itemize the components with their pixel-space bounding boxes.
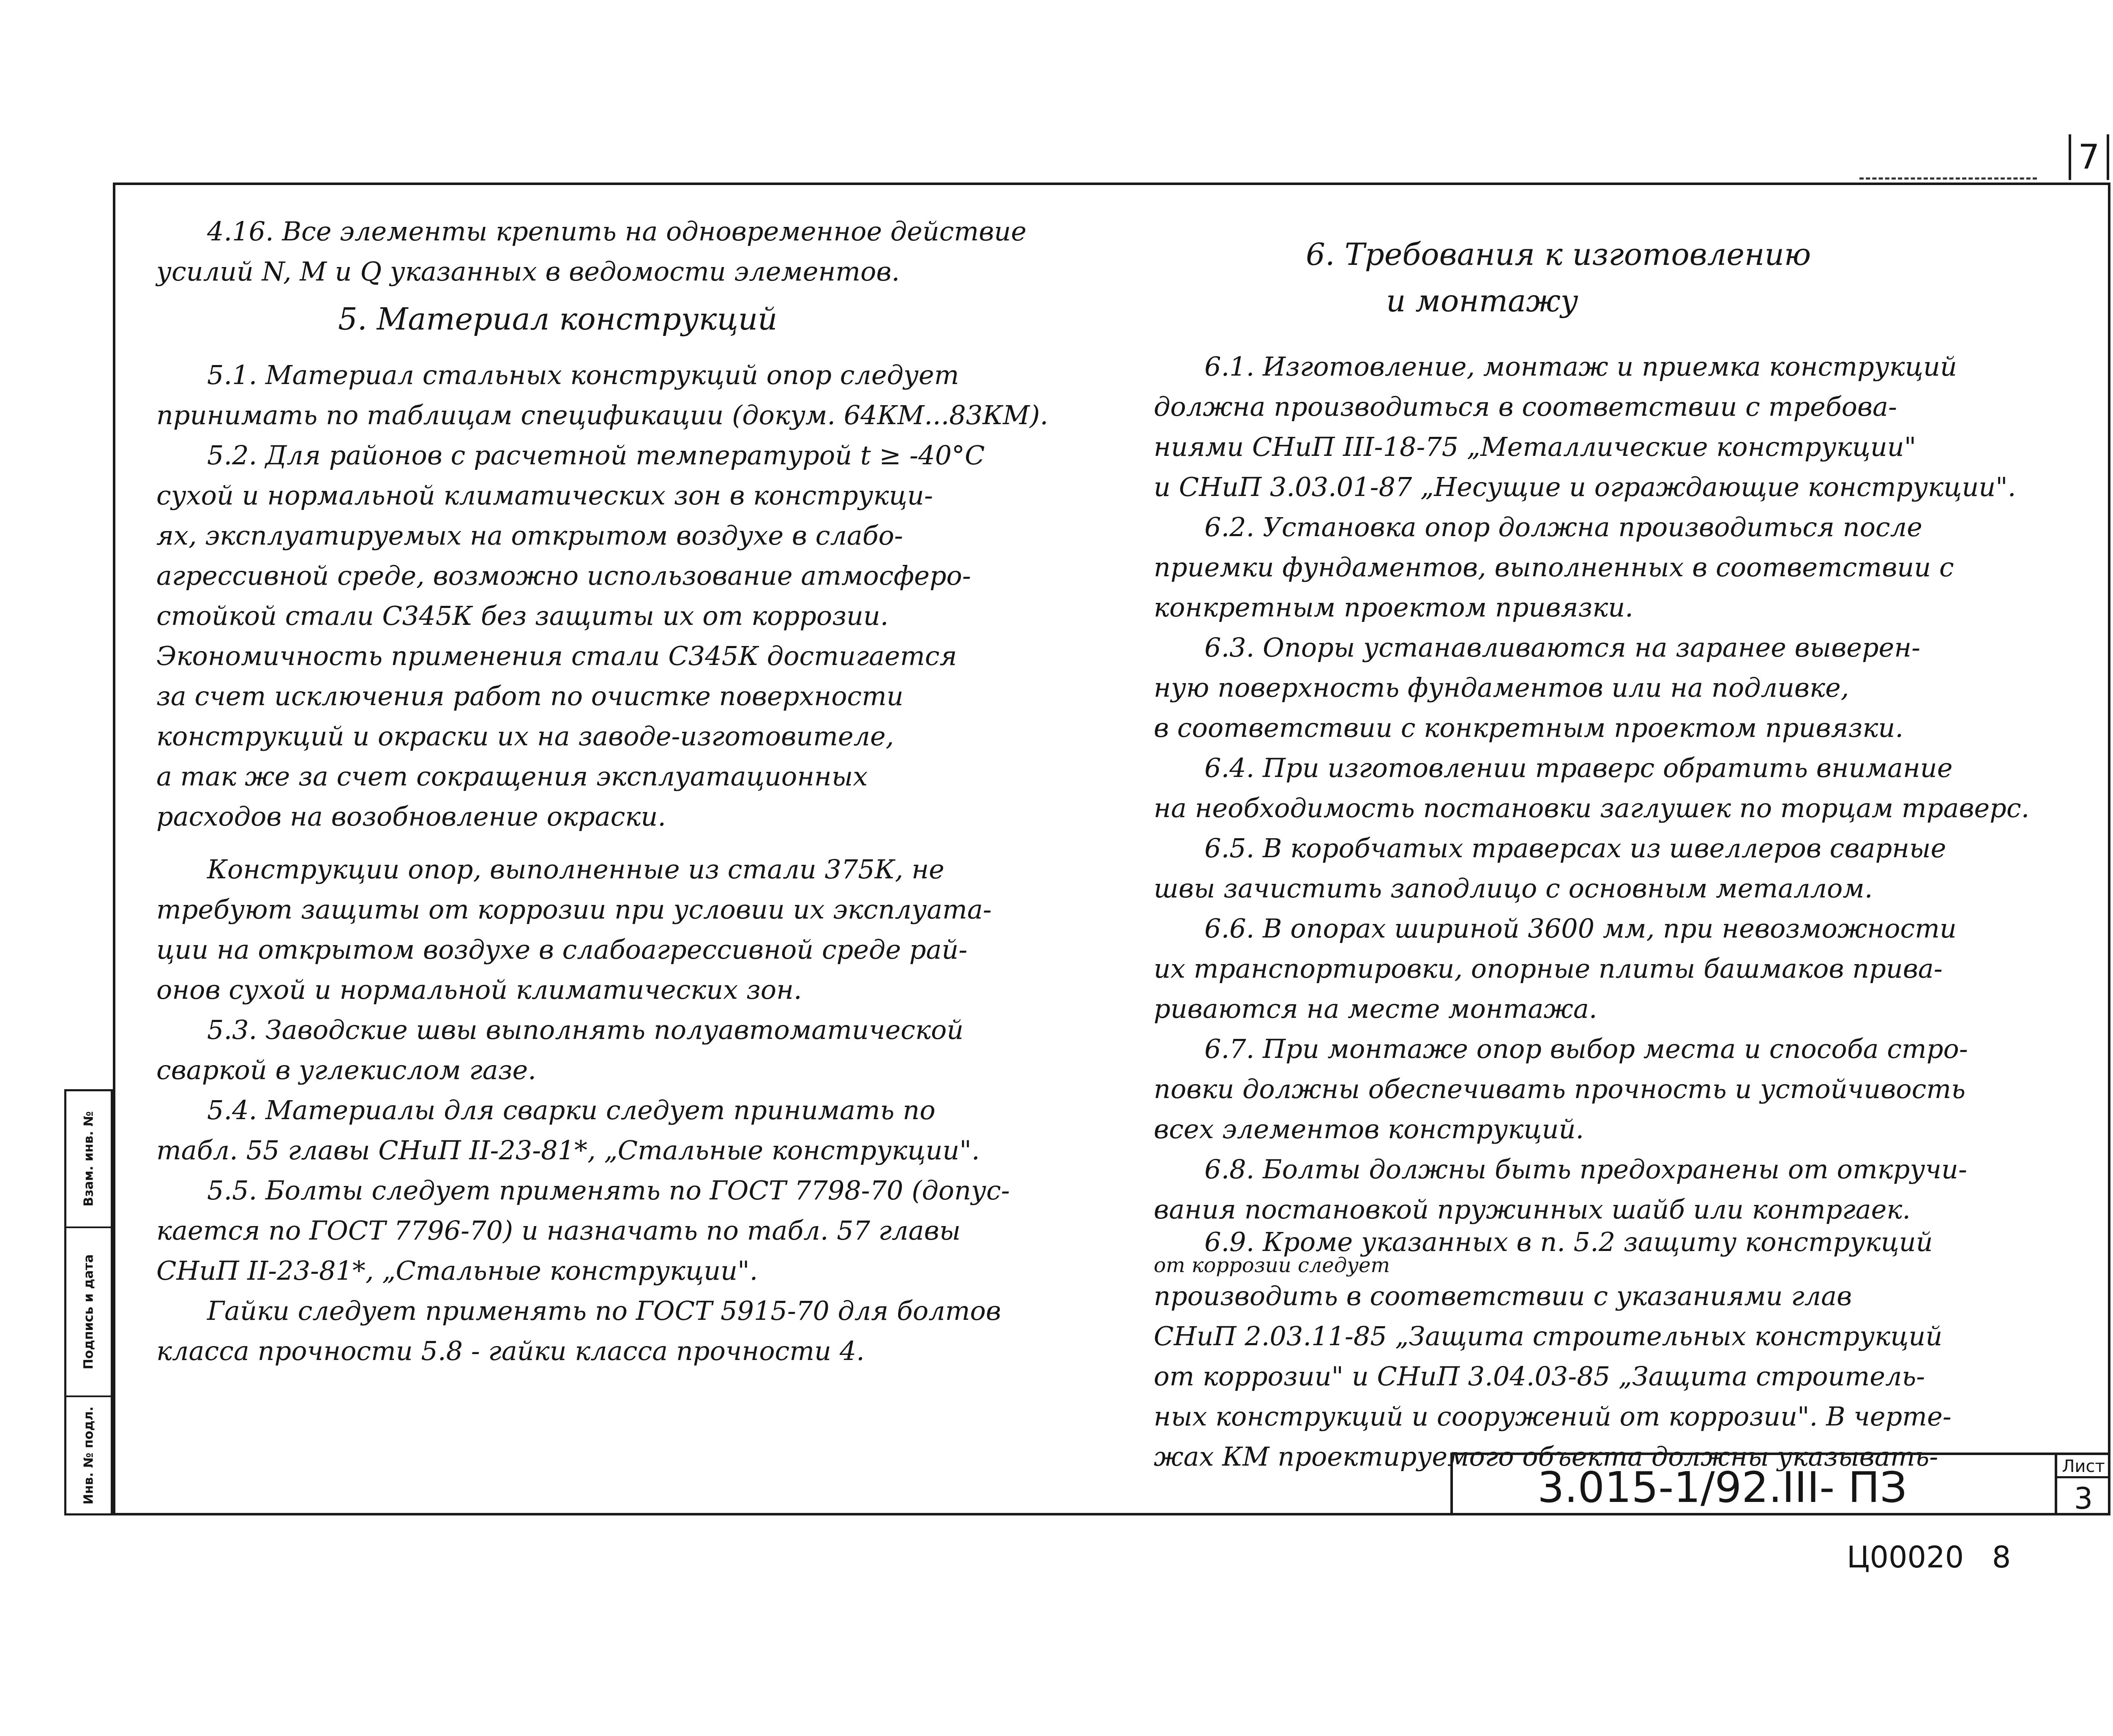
text-line: от коррозии следует <box>1154 1254 1390 1277</box>
text-line: стойкой стали С345К без защиты их от коррозии. <box>156 600 889 631</box>
page-number-box <box>2069 134 2109 180</box>
text-line: швы зачистить заподлицо с основным металлом. <box>1154 873 1873 904</box>
binding-stamp <box>64 1089 113 1515</box>
text-line: 6.3. Опоры устанавливаются на заранее выверен- <box>1204 632 1921 663</box>
stamp-cell-vzam <box>66 1091 111 1226</box>
text-line: производить в соответствии с указаниями глав <box>1154 1281 1852 1311</box>
section6-heading-cont: и монтажу <box>1386 283 1578 319</box>
sheet-cell <box>2055 1455 2110 1515</box>
text-line: 6.8. Болты должны быть предохранены от откручи- <box>1204 1154 1967 1185</box>
text-line: 6.9. Кроме указанных в п. 5.2 защиту конструкций <box>1204 1226 1933 1257</box>
text-line: сухой и нормальной климатических зон в конструкци- <box>156 480 933 511</box>
text-line: ниями СНиП III-18-75 „Металлические конструкции" <box>1154 431 1916 462</box>
right-column <box>1154 346 2096 1477</box>
text-line: их транспортировки, опорные плиты башмаков прива- <box>1154 953 1943 984</box>
text-line: 6.2. Установка опор должна производиться после <box>1204 512 1922 542</box>
text-line: кается по ГОСТ 7796-70) и назначать по табл. 57 главы <box>156 1215 961 1246</box>
text-line: принимать по таблицам спецификации (докум. 64КМ...83КМ). <box>156 400 1048 431</box>
text-line: 4.16. Все элементы крепить на одновременное действие <box>207 216 1026 247</box>
text-line: ях, эксплуатируемых на открытом воздухе в слабо- <box>156 520 903 551</box>
text-line: приемки фундаментов, выполненных в соответствии с <box>1154 552 1954 583</box>
text-line: должна производиться в соответствии с требова- <box>1154 391 1897 422</box>
text-line: ных конструкций и сооружений от коррозии". В черте- <box>1154 1401 1952 1432</box>
text-line: Конструкции опор, выполненные из стали 375К, не <box>207 854 945 885</box>
top-dashed-line <box>1859 177 2037 180</box>
text-line: вания постановкой пружинных шайб или контргаек. <box>1154 1194 1911 1225</box>
text-line: на необходимость постановки заглушек по торцам траверс. <box>1154 793 2030 823</box>
text-line: 5.2. Для районов с расчетной температурой t ≥ -40°С <box>207 440 985 471</box>
stamp-cell-podpis <box>66 1226 111 1395</box>
sheet-number: 3 <box>2074 1481 2093 1516</box>
left-column <box>156 211 1128 1371</box>
text-line: 6.1. Изготовление, монтаж и приемка конструкций <box>1204 351 1957 382</box>
text-line: 6.4. При изготовлении траверс обратить внимание <box>1204 752 1953 783</box>
doc-code: 3.015-1/92.III- ПЗ <box>1537 1463 1907 1512</box>
text-line: требуют защиты от коррозии при условии их эксплуата- <box>156 894 992 925</box>
text-line: в соответствии с конкретным проектом привязки. <box>1154 712 1904 743</box>
stamp-podpis-label: Подпись и дата <box>81 1254 96 1370</box>
text-line: СНиП II-23-81*, „Стальные конструкции". <box>156 1255 758 1286</box>
title-block <box>1450 1453 2110 1515</box>
text-line: онов сухой и нормальной климатических зон. <box>156 974 802 1005</box>
text-line: класса прочности 5.8 - гайки класса прочности 4. <box>156 1335 865 1366</box>
stamp-inv-label: Инв. № подл. <box>81 1406 96 1505</box>
text-line: СНиП 2.03.11-85 „Защита строительных конструкций <box>1154 1321 1943 1352</box>
text-line: расходов на возобновление окраски. <box>156 801 666 832</box>
text-line: риваются на месте монтажа. <box>1154 993 1597 1024</box>
text-line: ции на открытом воздухе в слабоагрессивной среде рай- <box>156 934 968 965</box>
section6-heading: 6. Требования к изготовлению <box>1306 237 1811 272</box>
text-line: сваркой в углекислом газе. <box>156 1055 536 1085</box>
text-line: 6.7. При монтаже опор выбор места и способа стро- <box>1204 1033 1968 1064</box>
section5-heading: 5. Материал конструкций <box>338 301 778 337</box>
text-line: Гайки следует применять по ГОСТ 5915-70 для болтов <box>207 1295 1001 1326</box>
archive-code: Ц00020 8 <box>1847 1540 2011 1575</box>
text-line: 5.5. Болты следует применять по ГОСТ 7798-70 (допус- <box>207 1175 1010 1206</box>
text-line: а так же за счет сокращения эксплуатационных <box>156 761 868 792</box>
text-line: жах КМ проектируемого объекта должны указывать- <box>1154 1441 1938 1472</box>
text-line: 6.6. В опорах шириной 3600 мм, при невозможности <box>1204 913 1957 944</box>
text-line: от коррозии" и СНиП 3.04.03-85 „Защита строитель- <box>1154 1361 1925 1392</box>
stamp-vzam-label: Взам. инв. № <box>81 1111 96 1207</box>
text-line: усилий N, M и Q указанных в ведомости элементов. <box>156 256 900 287</box>
text-line: за счет исключения работ по очистке поверхности <box>156 681 904 711</box>
text-line: конструкций и окраски их на заводе-изготовителе, <box>156 721 894 752</box>
text-line: Экономичность применения стали С345К достигается <box>156 640 957 671</box>
sheet-label: Лист <box>2057 1457 2110 1478</box>
text-line: и СНиП 3.03.01-87 „Несущие и ограждающие конструкции". <box>1154 471 2016 502</box>
text-line: 5.3. Заводские швы выполнять полуавтоматической <box>207 1014 964 1045</box>
text-line: 6.5. В коробчатых траверсах из швеллеров сварные <box>1204 833 1946 864</box>
text-line: всех элементов конструкций. <box>1154 1114 1584 1145</box>
text-line: конкретным проектом привязки. <box>1154 592 1633 623</box>
text-line: 5.1. Материал стальных конструкций опор следует <box>207 360 959 390</box>
text-line: 5.4. Материалы для сварки следует принимать по <box>207 1095 936 1126</box>
text-line: табл. 55 главы СНиП II-23-81*, „Стальные конструкции". <box>156 1135 980 1166</box>
stamp-cell-inv <box>66 1395 111 1514</box>
text-line: повки должны обеспечивать прочность и устойчивость <box>1154 1074 1966 1104</box>
text-line: агрессивной среде, возможно использование атмосферо- <box>156 560 971 591</box>
page-number: 7 <box>2078 137 2100 177</box>
text-line: ную поверхность фундаментов или на подливке, <box>1154 672 1849 703</box>
